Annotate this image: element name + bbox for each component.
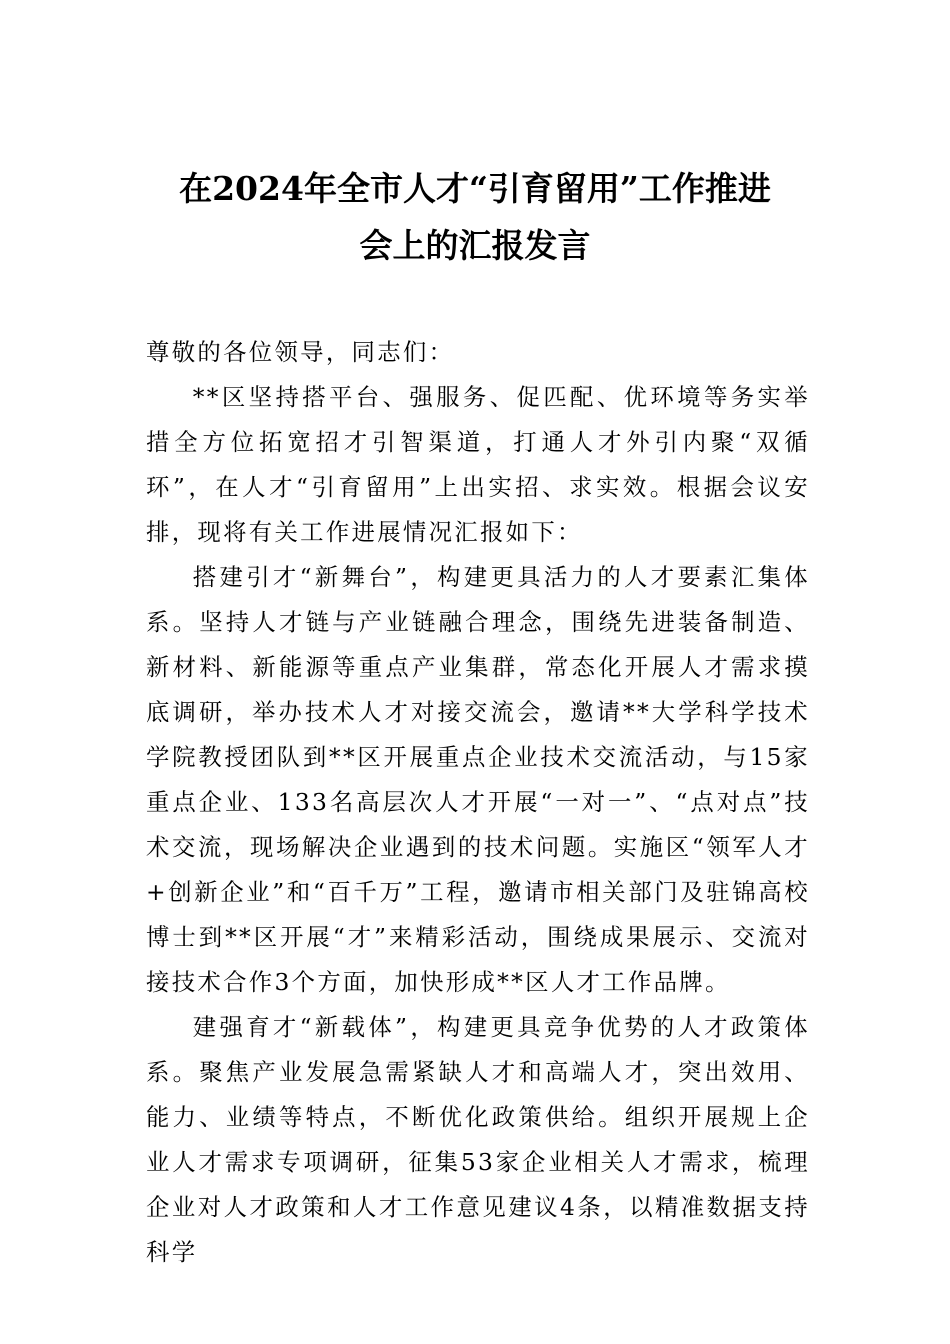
paragraph-talent-attraction: 搭建引才“新舞台”，构建更具活力的人才要素汇集体系。坚持人才链与产业链融合理念，围绕先进装备制造、新材料、新能源等重点产业集群，常态化开展人才需求摸底调研，举办技术人才对接交流会，邀请**大学科学技术学院教授团队到**区开展重点企业技术交流活动，与15家重点企业、133名高层次人才开展“一对一”、“点对点”技术交流，现场解决企业遇到的技术问题。实施区“领军人才+创新企业”和“百千万”工程，邀请市相关部门及驻锦高校博士到**区开展“才”来精彩活动，围绕成果展示、交流对接技术合作3个方面，加快形成**区人才工作品牌。 <box>146 563 810 996</box>
paragraph-intro: **区坚持搭平台、强服务、促匹配、优环境等务实举措全方位拓宽招才引智渠道，打通人才外引内聚“双循环”，在人才“引育留用”上出实招、求实效。根据会议安排，现将有关工作进展情况汇报如下： <box>146 383 810 546</box>
salutation: 尊敬的各位领导，同志们： <box>146 338 455 366</box>
paragraph-talent-cultivation: 建强育才“新载体”，构建更具竞争优势的人才政策体系。聚焦产业发展急需紧缺人才和高端人才，突出效用、能力、业绩等特点，不断优化政策供给。组织开展规上企业人才需求专项调研，征集53家企业相关人才需求，梳理企业对人才政策和人才工作意见建议4条，以精准数据支持科学 <box>146 1013 810 1266</box>
title-line-1: 在2024年全市人才“引育留用”工作推进 <box>179 169 771 208</box>
document-body <box>146 330 810 1275</box>
title-line-2: 会上的汇报发言 <box>359 226 591 265</box>
document-title <box>140 160 810 274</box>
